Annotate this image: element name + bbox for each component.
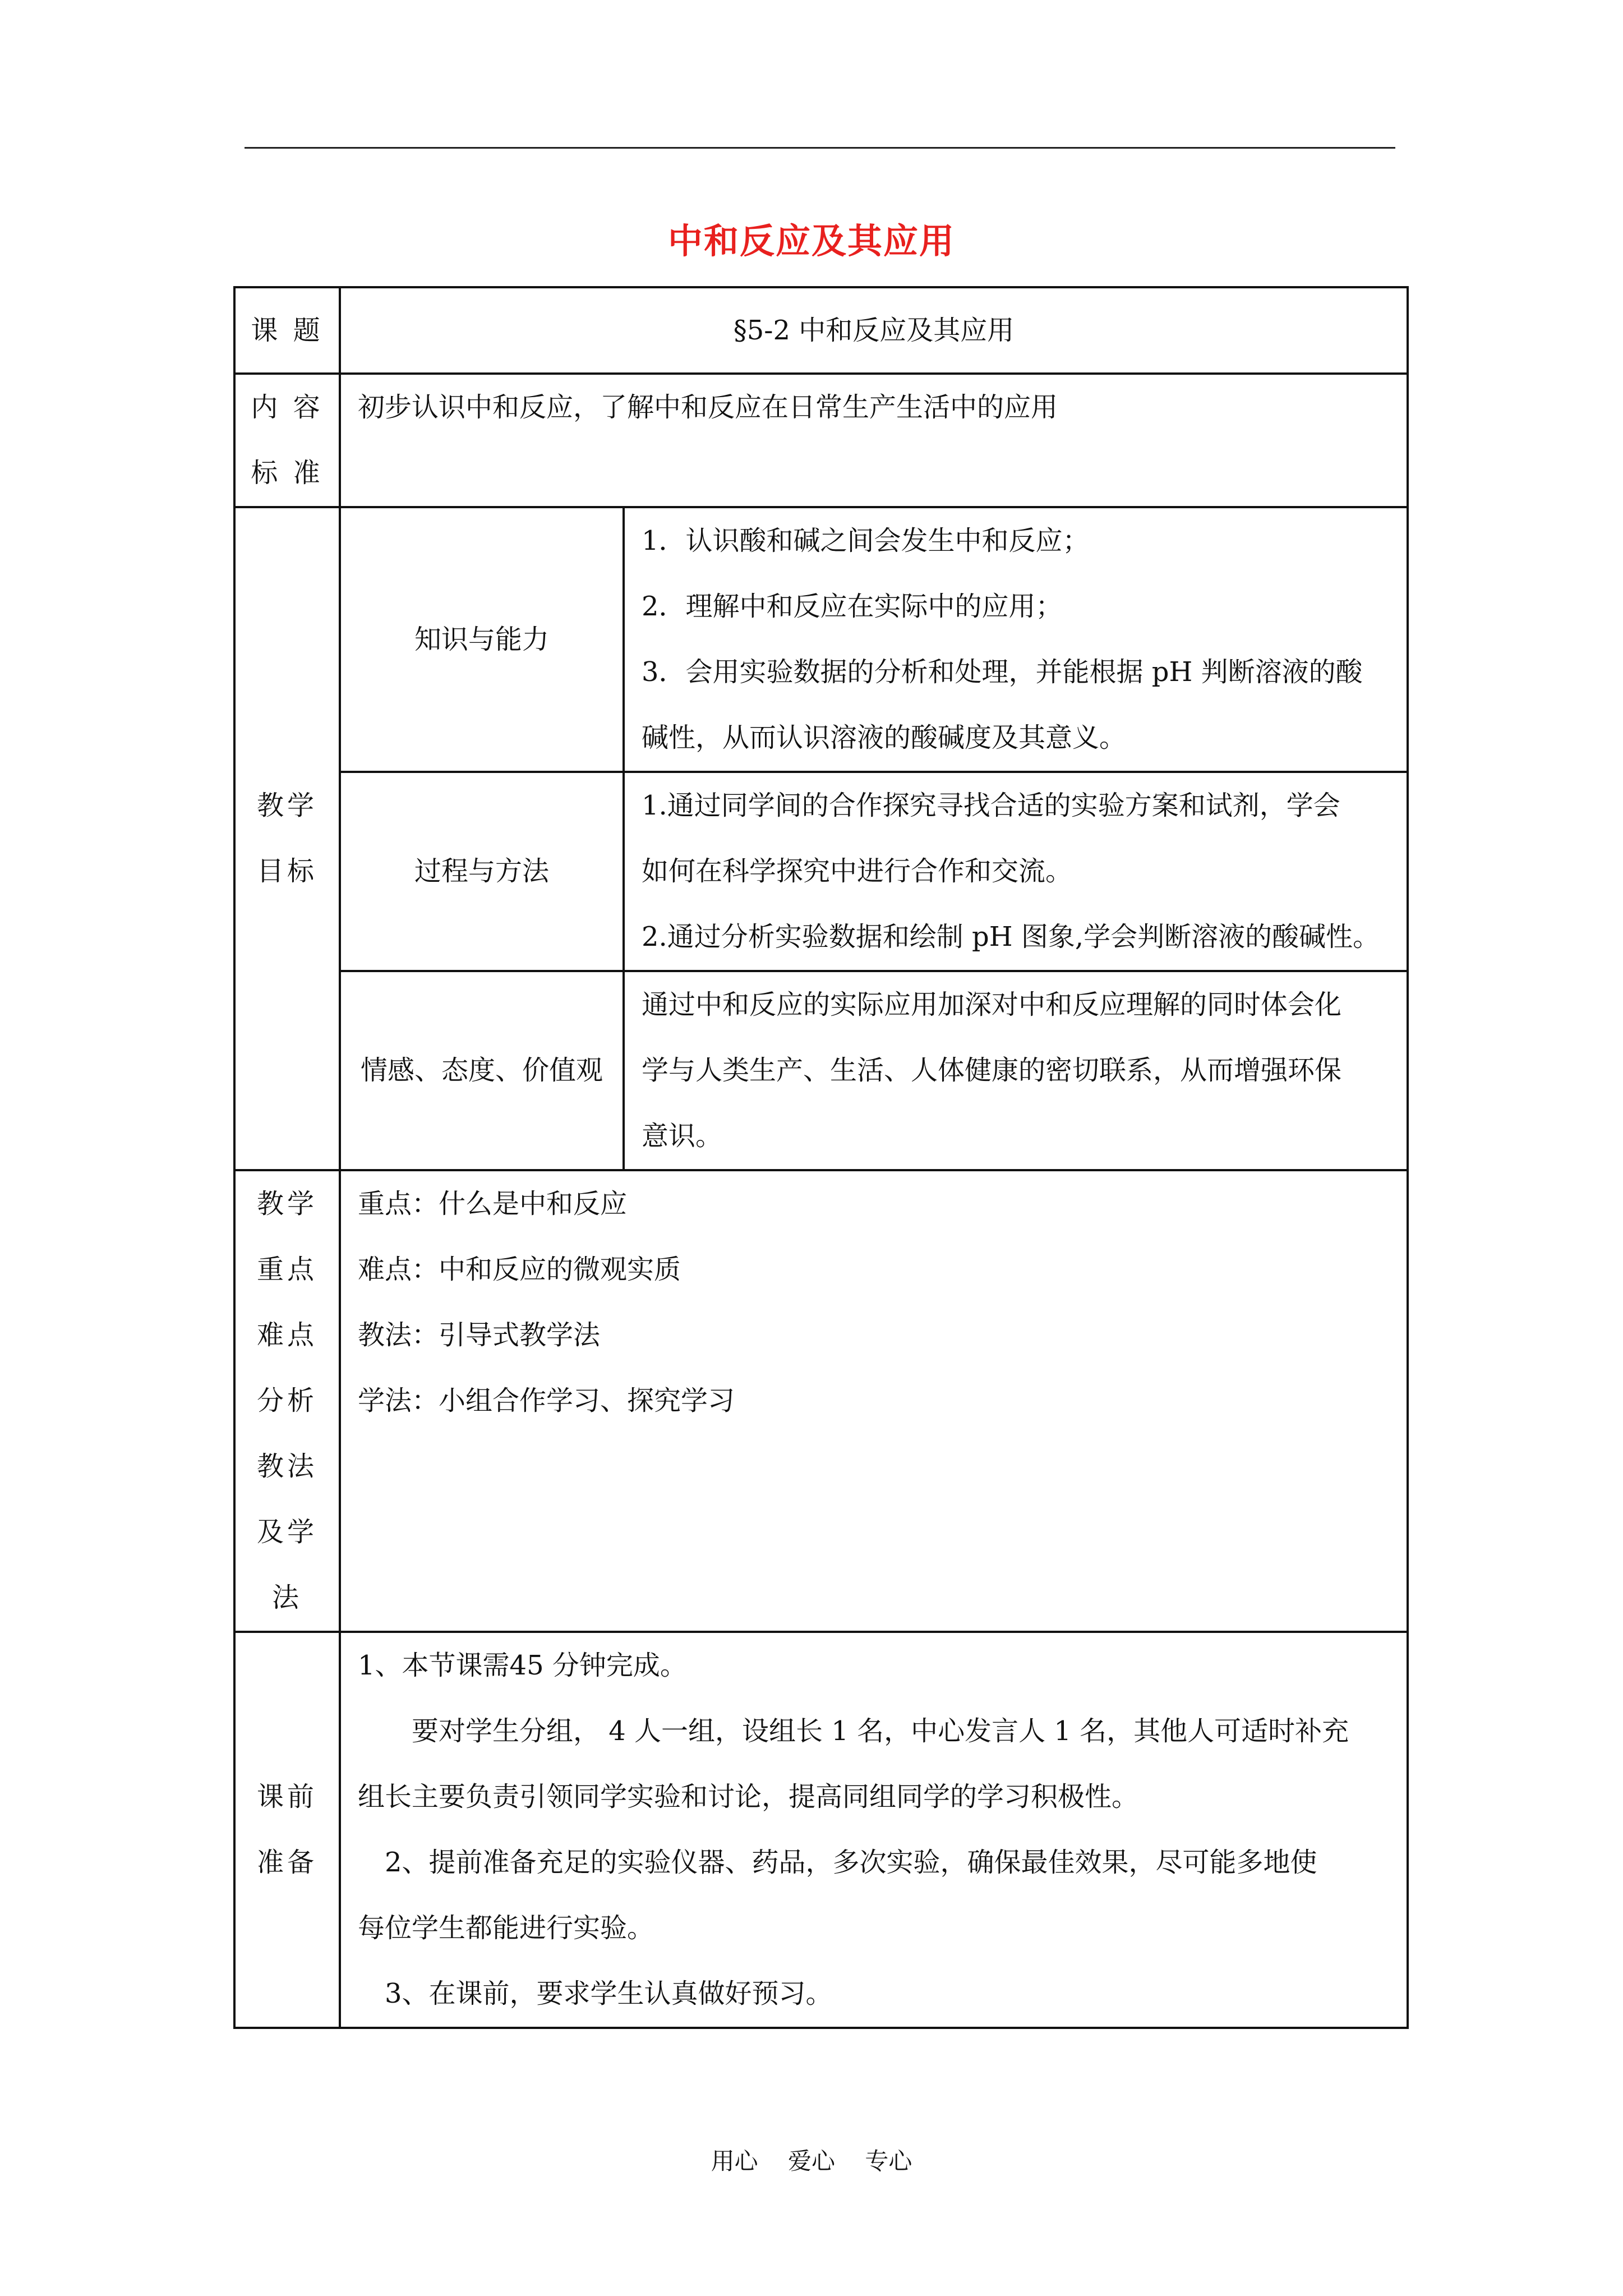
- content-standard-label: [234, 374, 340, 507]
- knowledge-label: 知识与能力: [340, 507, 624, 772]
- row-key-points: [234, 1170, 1408, 1632]
- knowledge-item: 3．会用实验数据的分析和处理，并能根据 pH 判断溶液的酸: [642, 656, 1363, 688]
- process-item: 1.通过同学间的合作探究寻找合适的实验方案和试剂，学会: [642, 790, 1340, 821]
- key-points-label-line: 分析: [256, 1385, 317, 1416]
- preparation-item: 1、本节课需45 分钟完成。: [358, 1650, 687, 1681]
- content-standard-label-line2: 标 准: [251, 457, 324, 489]
- preparation-item: 要对学生分组， 4 人一组，设组长 1 名，中心发言人 1 名，其他人可适时补充: [412, 1715, 1349, 1747]
- process-label: 过程与方法: [340, 772, 624, 971]
- header-rule: [245, 147, 1395, 149]
- process-item: 2.通过分析实验数据和绘制 pH 图象,学会判断溶液的酸碱性。: [642, 921, 1380, 953]
- subject-value: §5-2 中和反应及其应用: [340, 287, 1408, 374]
- knowledge-item: 碱性，从而认识溶液的酸碱度及其意义。: [642, 722, 1127, 753]
- attitude-item: 意识。: [642, 1120, 723, 1152]
- attitude-items: [624, 971, 1408, 1170]
- row-objective-attitude: [234, 971, 1408, 1170]
- attitude-item: 学与人类生产、生活、人体健康的密切联系，从而增强环保: [642, 1055, 1342, 1086]
- row-content-standard: [234, 374, 1408, 507]
- key-points-label-line: 难点: [256, 1319, 317, 1351]
- objectives-label-line2: 目标: [256, 855, 317, 887]
- preparation-label-line1: 课前: [256, 1781, 317, 1812]
- key-points-label-line: 法: [271, 1582, 302, 1613]
- row-subject: [234, 287, 1408, 374]
- row-objective-process: [234, 772, 1408, 971]
- key-point-item: 教法：引导式教学法: [358, 1319, 601, 1351]
- preparation-item: 3、在课前，要求学生认真做好预习。: [385, 1978, 833, 2009]
- key-points-label-line: 及学: [256, 1516, 317, 1548]
- document-title: 中和反应及其应用: [667, 220, 955, 261]
- knowledge-items: [624, 507, 1408, 772]
- objectives-label-line1: 教学: [256, 790, 317, 821]
- objectives-label: [234, 507, 340, 1170]
- key-points-label-line: 教学: [256, 1188, 317, 1220]
- preparation-label-line2: 准备: [256, 1847, 317, 1878]
- row-objective-knowledge: [234, 507, 1408, 772]
- knowledge-item: 1．认识酸和碱之间会发生中和反应；: [642, 525, 1090, 556]
- key-point-item: 学法：小组合作学习、探究学习: [358, 1385, 735, 1416]
- preparation-item: 每位学生都能进行实验。: [358, 1912, 654, 1944]
- key-point-item: 重点：什么是中和反应: [358, 1188, 628, 1220]
- process-items: [624, 772, 1408, 971]
- key-points-label: [234, 1170, 340, 1632]
- key-points-label-line: 教法: [256, 1451, 317, 1482]
- attitude-label: 情感、态度、价值观: [340, 971, 624, 1170]
- row-preparation: [234, 1632, 1408, 2028]
- subject-label: 课 题: [234, 287, 340, 374]
- preparation-label: [234, 1632, 340, 2028]
- process-item: 如何在科学探究中进行合作和交流。: [642, 855, 1073, 887]
- key-points-items: [340, 1170, 1408, 1632]
- attitude-item: 通过中和反应的实际应用加深对中和反应理解的同时体会化: [642, 989, 1342, 1020]
- knowledge-item: 2．理解中和反应在实际中的应用；: [642, 591, 1063, 622]
- key-point-item: 难点：中和反应的微观实质: [358, 1254, 681, 1285]
- preparation-item: 组长主要负责引领同学实验和讨论，提高同组同学的学习积极性。: [358, 1781, 1139, 1812]
- page-footer: 用心 爱心 专心: [711, 2147, 912, 2175]
- preparation-item: 2、提前准备充足的实验仪器、药品，多次实验，确保最佳效果，尽可能多地使: [385, 1847, 1317, 1878]
- key-points-label-line: 重点: [256, 1254, 317, 1285]
- content-standard-value: 初步认识中和反应，了解中和反应在日常生产生活中的应用: [340, 374, 1408, 507]
- content-standard-label-line1: 内 容: [251, 392, 324, 423]
- preparation-items: [340, 1632, 1408, 2028]
- lesson-plan-table: [233, 286, 1409, 2029]
